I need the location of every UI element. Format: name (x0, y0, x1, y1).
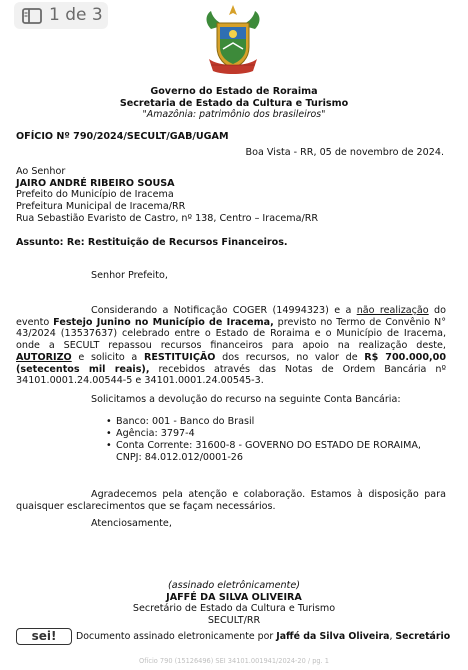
body-text: previsto no Termo de Convênio N° 43/2024 (13537637) celebrado entre o Estado de Roraima e o Município de Iracema, onde a SECULT repassou recursos financeiros para apoio na realização deste, (16, 316, 446, 352)
body-paragraph-1 (16, 305, 446, 387)
document-reference: Ofício 790 (15126496) SEI 34101.001941/2024-20 / pg. 1 (139, 657, 329, 665)
office-number: OFÍCIO Nº 790/2024/SECULT/GAB/UGAM (16, 131, 229, 142)
roraima-coat-of-arms-icon (203, 3, 263, 81)
signature-note: (assinado eletrônicamente) (168, 580, 300, 591)
body-text: e solicito a (71, 351, 144, 363)
greeting: Senhor Prefeito, (91, 270, 168, 281)
notice-signer: Jaffé da Silva Oliveira (276, 631, 390, 642)
recipient-address: Rua Sebastião Evaristo de Castro, nº 138, Centro – Iracema/RR (16, 212, 319, 224)
government-name: Governo do Estado de Roraima (150, 86, 318, 97)
body-underline: não realização (356, 305, 429, 316)
event-name: Festejo Junino no Município de Iracema, (53, 316, 274, 328)
body-text: recebidos através das Notas de Ordem Bancária nº 34101.0001.24.00544-5 e 34101.0001.24.00545-3. (16, 363, 446, 387)
motto: "Amazônia: patrimônio dos brasileiros" (142, 109, 326, 121)
authorize-keyword: AUTORIZO (16, 351, 72, 363)
recipient-salutation: Ao Senhor (16, 166, 66, 177)
body-text: Considerando a Notificação COGER (14994323) e a (91, 305, 357, 316)
list-item: • Agência: 3797-4 (106, 428, 446, 440)
subject-line: Assunto: Re: Restituição de Recursos Financeiros. (16, 237, 288, 248)
notice-role: Secretário (395, 631, 451, 642)
signature-block (0, 580, 468, 626)
signer-title: Secretário de Estado da Cultura e Turismo (132, 603, 336, 614)
body-paragraph-2: Solicitamos a devolução do recurso na seguinte Conta Bancária: (91, 394, 401, 405)
recipient-name: JAIRO ANDRÉ RIBEIRO SOUSA (16, 177, 175, 189)
restitution-keyword: RESTITUIÇÃO (143, 351, 216, 363)
recipient-institution: Prefeitura Municipal de Iracema/RR (16, 201, 186, 213)
amount: R$ 700.000,00 (setecentos mil reais), (16, 351, 446, 375)
recipient-role: Prefeito do Município de Iracema (16, 189, 174, 201)
letterhead (0, 86, 468, 121)
secretariat-name: Secretaria de Estado da Cultura e Turismo (119, 97, 349, 109)
body-text: do evento (16, 305, 446, 328)
body-text: dos recursos, no valor de (215, 351, 365, 363)
list-item: • Conta Corrente: 31600-8 - GOVERNO DO ESTADO DE RORAIMA, CNPJ: 84.012.012/0001-26 (106, 440, 446, 464)
sidebar-panel-icon (22, 8, 42, 24)
page-indicator-text: 1 de 3 (49, 4, 103, 25)
notice-text: , (389, 631, 396, 642)
closing: Atenciosamente, (91, 518, 172, 529)
bank-account-list (106, 416, 446, 464)
page-indicator[interactable] (14, 2, 108, 29)
recipient-block (16, 166, 446, 225)
signer-org: SECULT/RR (207, 614, 261, 626)
notice-text: Documento assinado eletronicamente por (76, 631, 277, 642)
electronic-signature-notice (76, 631, 450, 643)
list-item: • Banco: 001 - Banco do Brasil (106, 416, 446, 428)
place-date: Boa Vista - RR, 05 de novembro de 2024. (245, 147, 444, 158)
body-paragraph-3: Agradecemos pela atenção e colaboração. Estamos à disposição para quaisquer esclarecimentos que se façam necessários. (16, 489, 446, 512)
signer-name: JAFFÉ DA SILVA OLIVEIRA (166, 591, 302, 603)
sei-logo: sei! (16, 628, 72, 645)
